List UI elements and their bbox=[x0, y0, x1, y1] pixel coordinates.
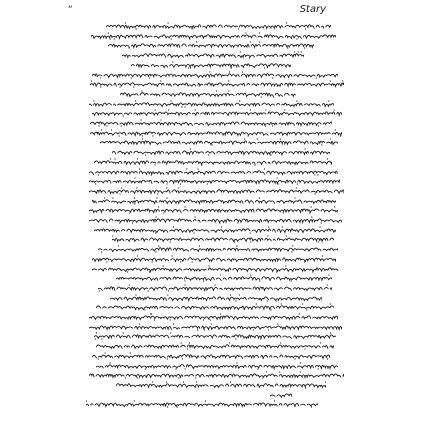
handwritten-line bbox=[96, 362, 338, 370]
handwritten-line bbox=[89, 323, 342, 331]
handwritten-line bbox=[106, 22, 331, 30]
handwritten-line bbox=[112, 235, 334, 243]
handwritten-line bbox=[110, 294, 322, 302]
handwritten-line bbox=[270, 391, 292, 399]
handwritten-line bbox=[100, 138, 338, 146]
handwritten-line bbox=[89, 177, 340, 185]
handwritten-line bbox=[92, 109, 342, 117]
handwritten-line bbox=[94, 158, 332, 166]
handwritten-line bbox=[90, 129, 342, 137]
handwritten-line bbox=[92, 265, 340, 273]
handwritten-line bbox=[89, 168, 338, 176]
handwritten-line bbox=[89, 100, 334, 108]
handwritten-line bbox=[96, 342, 334, 350]
handwritten-line bbox=[120, 90, 296, 98]
handwritten-line bbox=[122, 51, 304, 59]
handwritten-line bbox=[89, 216, 342, 224]
handwritten-text-block bbox=[86, 22, 346, 412]
handwritten-line bbox=[98, 284, 332, 292]
handwritten-line bbox=[92, 71, 338, 79]
handwritten-line bbox=[92, 255, 336, 263]
handwritten-line bbox=[89, 206, 338, 214]
handwritten-line bbox=[116, 381, 326, 389]
handwritten-line bbox=[89, 313, 338, 321]
handwritten-line bbox=[108, 41, 314, 49]
handwritten-line bbox=[86, 400, 318, 408]
handwritten-line bbox=[89, 187, 344, 195]
handwritten-line bbox=[98, 245, 338, 253]
running-title: Stary bbox=[299, 4, 326, 15]
handwritten-line bbox=[90, 80, 344, 88]
handwritten-line bbox=[94, 332, 336, 340]
handwritten-line bbox=[116, 274, 332, 282]
handwritten-line bbox=[92, 197, 336, 205]
handwritten-line bbox=[91, 32, 336, 40]
handwritten-line bbox=[94, 226, 336, 234]
handwritten-line bbox=[131, 61, 291, 69]
handwritten-line bbox=[112, 148, 330, 156]
handwritten-line bbox=[96, 303, 334, 311]
page-number: “ bbox=[68, 5, 73, 15]
handwritten-line bbox=[92, 352, 330, 360]
page-header bbox=[0, 4, 430, 20]
handwritten-line bbox=[89, 371, 344, 379]
handwritten-line bbox=[90, 119, 332, 127]
